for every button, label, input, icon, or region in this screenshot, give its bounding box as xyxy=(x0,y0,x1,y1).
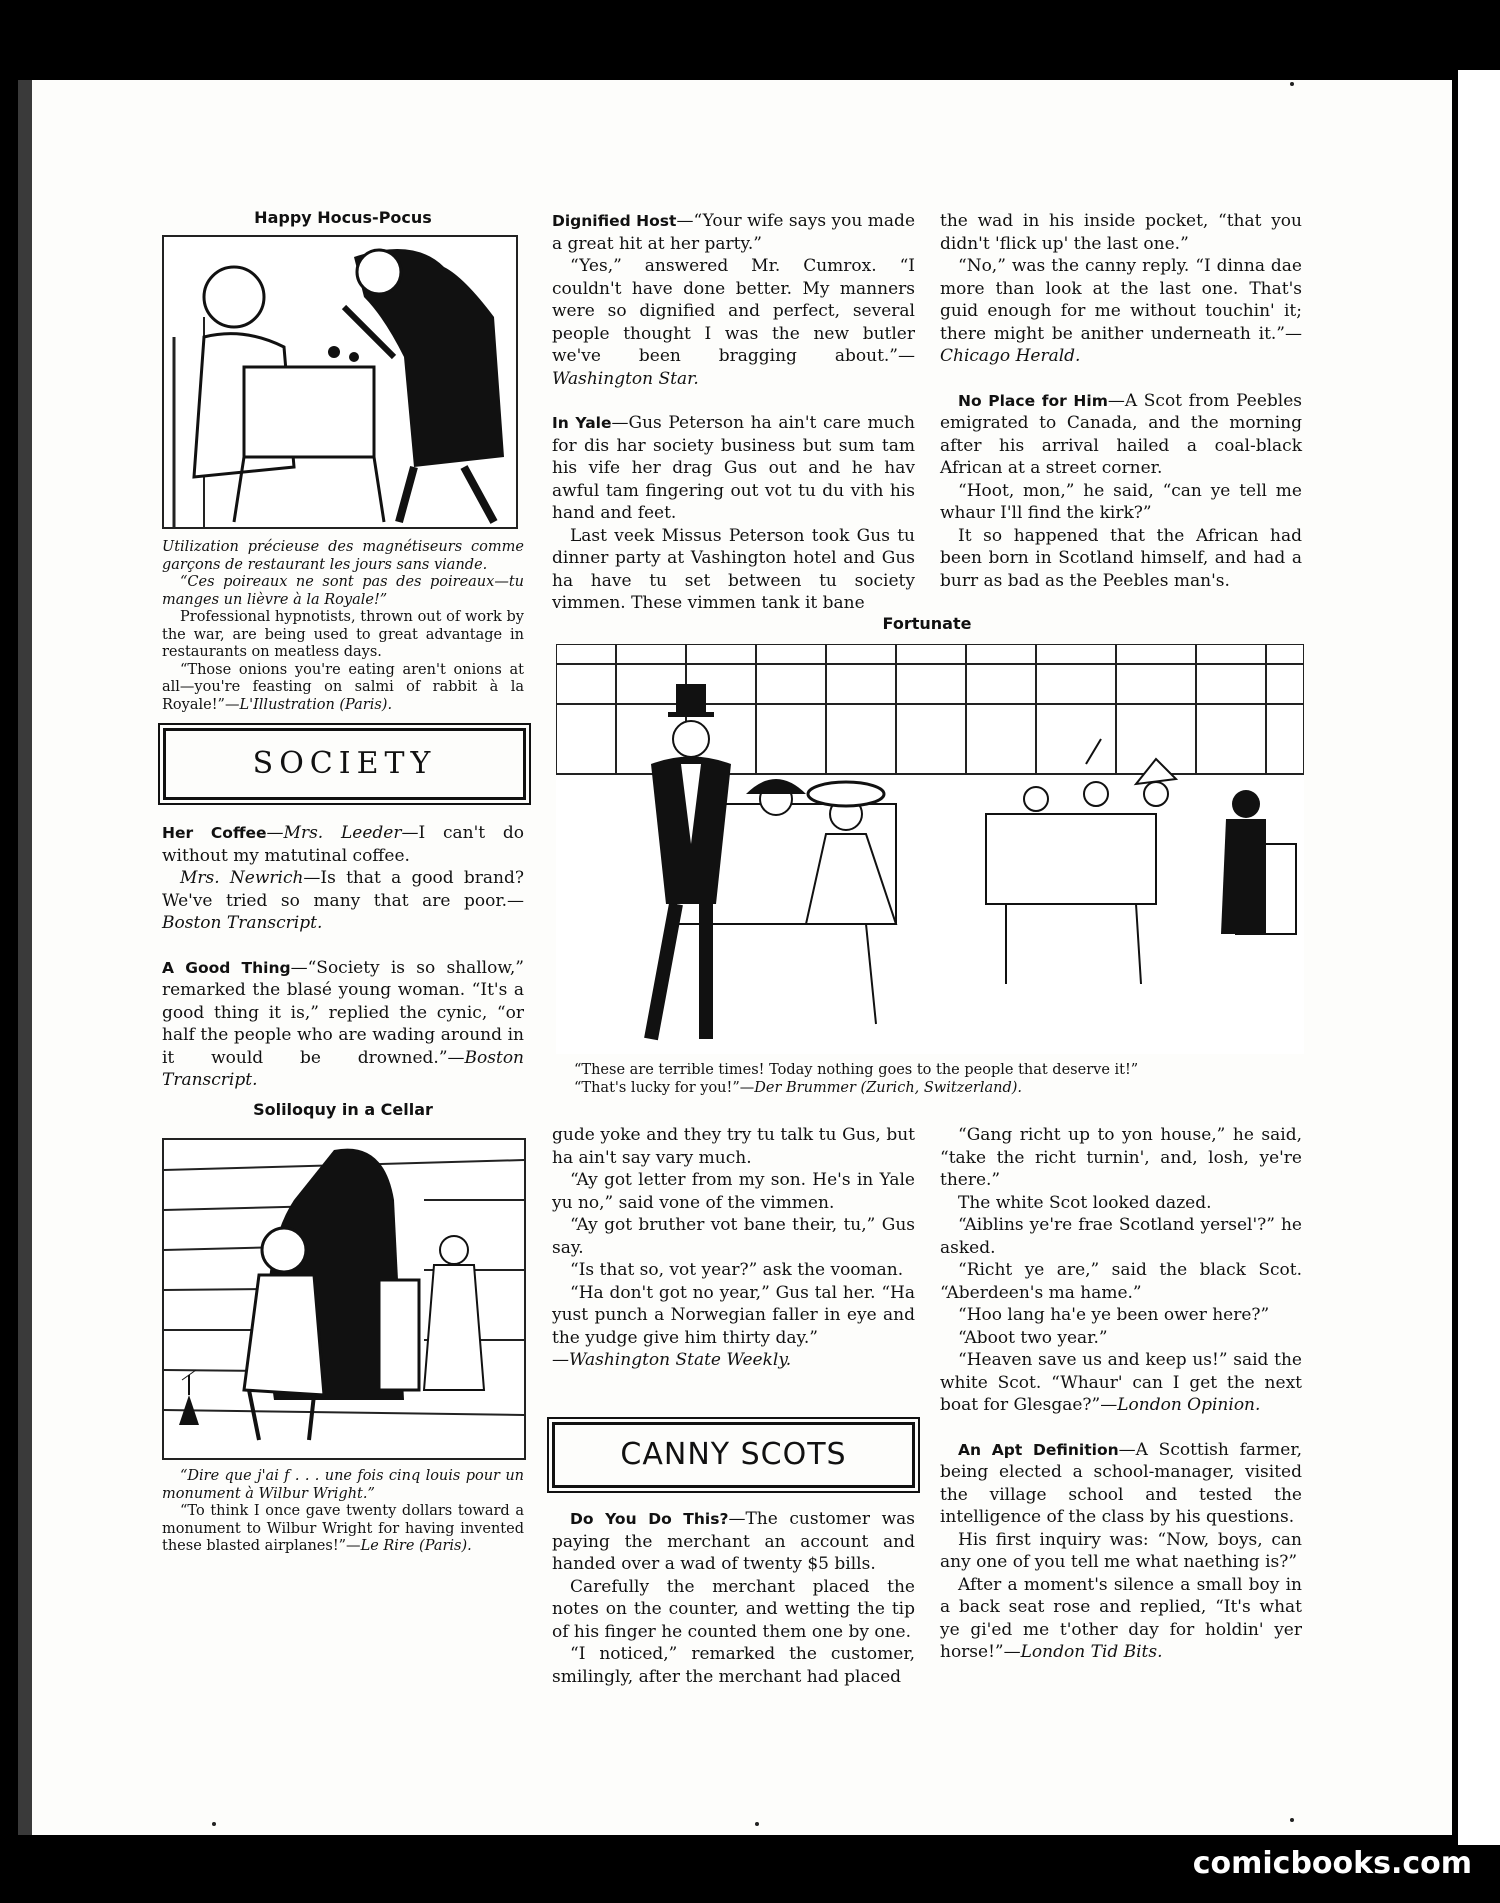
scot-cont-4: “Richt ye are,” said the black Scot. “Aberdeen's ma hame.” xyxy=(940,1260,1302,1303)
hocus-illustration xyxy=(164,237,516,527)
speck xyxy=(1290,82,1294,86)
coffee-speaker-1: —Mrs. Leeder— xyxy=(266,823,419,843)
in-yale-heading: In Yale xyxy=(552,414,612,432)
fortunate-source: Der Brummer (Zurich, Switzerland). xyxy=(754,1079,1023,1096)
coffee-speaker-2: Mrs. Newrich xyxy=(180,868,304,888)
column-2-top xyxy=(552,210,915,615)
do-you-text xyxy=(552,1508,915,1576)
cellar-caption-french: “Dire que j'ai f . . . une fois cinq louis pour un monument à Wilbur Wright.” xyxy=(162,1468,524,1502)
cellar-title: Soliloquy in a Cellar xyxy=(253,1099,433,1119)
wad-source: Chicago Herald. xyxy=(940,346,1081,366)
her-coffee-text xyxy=(162,822,524,867)
no-place-heading: No Place for Him xyxy=(958,391,1108,410)
fortunate-caption-1: “These are terrible times! Today nothing goes to the people that deserve it!” xyxy=(574,1062,1139,1078)
wad-quote: “No,” was the canny reply. “I dinna dae more than look at the last one. That's guid enough for me without touchin' it; there might be anither underneath it.”— xyxy=(940,256,1302,344)
coffee-line-2: —Is that a good brand? We've tried so many that are poor.— xyxy=(162,868,524,911)
apt-para-3 xyxy=(940,1574,1302,1664)
fortunate-title: Fortunate xyxy=(882,614,972,633)
fortunate-caption xyxy=(556,1062,1304,1097)
yale-source: —Washington State Weekly. xyxy=(552,1350,792,1370)
fortunate-reply: “That's lucky for you!”— xyxy=(574,1079,755,1096)
fortunate-caption-2 xyxy=(556,1080,1304,1098)
no-place-para-2: “Hoot, mon,” he said, “can ye tell me whaur I'll find the kirk?” xyxy=(940,480,1302,523)
fortunate-cartoon xyxy=(556,644,1304,1054)
her-coffee-reply xyxy=(162,867,524,935)
hocus-title: Happy Hocus-Pocus xyxy=(254,208,432,227)
speck xyxy=(1290,1818,1294,1822)
column-3-top xyxy=(940,210,1302,592)
her-coffee-heading: Her Coffee xyxy=(162,824,267,842)
speck xyxy=(755,1822,759,1826)
wad-para-2 xyxy=(940,255,1302,368)
cellar-caption-english xyxy=(162,1503,524,1556)
scot-cont-5: “Hoo lang ha'e ye been ower here?” xyxy=(958,1305,1270,1325)
dignified-line-1: —“Your wife says you made a great hit at her party.” xyxy=(552,211,915,254)
cellar-source: Le Rire (Paris). xyxy=(360,1538,472,1554)
good-thing-text xyxy=(162,957,524,1092)
restaurant-illustration xyxy=(556,644,1304,1054)
dignified-host-heading: Dignified Host xyxy=(552,212,677,230)
do-you-column xyxy=(552,1508,915,1688)
apt-para-1: —A Scottish farmer, being elected a school-manager, visited the village school and tested the intelligence of the class by his questions. xyxy=(940,1439,1302,1527)
hocus-source: L'Illustration (Paris). xyxy=(239,696,393,713)
column-2-bottom xyxy=(552,1124,915,1372)
apt-definition-heading: An Apt Definition xyxy=(958,1440,1119,1459)
cellar-quote: “To think I once gave twenty dollars toward a monument to Wilbur Wright for having invented these blasted airplanes!”— xyxy=(162,1503,524,1554)
apt-para-2: His first inquiry was: “Now, boys, can any one of you tell me what naething is?” xyxy=(940,1529,1302,1572)
yale-cont-1: gude yoke and they try tu talk tu Gus, but ha ain't say vary much. xyxy=(552,1125,915,1168)
speck xyxy=(212,1822,216,1826)
coffee-line-1: I can't do without my matutinal coffee. xyxy=(162,823,524,866)
yale-para-2: Last veek Missus Peterson took Gus tu dinner party at Vashington hotel and Gus ha have tu set between tu society vimmen. These vimmen tank it bane xyxy=(552,525,915,613)
canny-scots-box xyxy=(552,1422,915,1488)
scot-cont-3: “Aiblins ye're frae Scotland yersel'?” he asked. xyxy=(940,1215,1302,1258)
yale-cont-5: “Ha don't got no year,” Gus tal her. “Ha yust punch a Norwegian faller in eye and the yudge give him thirty day.” xyxy=(552,1282,915,1348)
column-1 xyxy=(162,208,524,714)
yale-cont-4: “Is that so, vot year?” ask the vooman. xyxy=(570,1260,904,1280)
wad-para-1: the wad in his inside pocket, “that you didn't 'flick up' the last one.” xyxy=(940,211,1302,254)
next-page-edge xyxy=(1452,70,1500,1845)
scot-cont-7 xyxy=(940,1349,1302,1417)
scot-cont-6: “Aboot two year.” xyxy=(958,1327,1108,1348)
dignified-line-2: “Yes,” answered Mr. Cumrox. “I couldn't have done better. My manners were so dignified and perfect, several people thought I was the new butler we've been bragging about.”— xyxy=(552,256,915,366)
watermark-text: comicbooks.com xyxy=(1192,1846,1472,1881)
society-heading: SOCIETY xyxy=(252,746,437,781)
dignified-source: Washington Star. xyxy=(552,368,699,389)
good-thing-body: —“Society is so shallow,” remarked the blasé young woman. “It's a good thing it is,” replied the cynic, “or half the people who are wading around in it would be drowned.”— xyxy=(162,957,524,1068)
yale-para-1: —Gus Peterson ha ain't care much for dis har society business but sum tam his vife her drag Gus out and he hav awful tam fingering out vot tu du vith his hand and feet. xyxy=(552,413,915,523)
hocus-quote-text: “Those onions you're eating aren't onions at all—you're feasting on salmi of rabbit à la Royale!”— xyxy=(162,661,524,713)
do-you-heading: Do You Do This? xyxy=(570,1510,729,1528)
hocus-caption xyxy=(162,539,524,714)
apt-source: London Tid Bits. xyxy=(1020,1642,1163,1662)
page-binding-edge xyxy=(18,80,32,1835)
good-thing-heading: A Good Thing xyxy=(162,958,291,977)
yale-cont-3: “Ay got bruther vot bane their, tu,” Gus say. xyxy=(552,1215,915,1258)
dignified-host-text xyxy=(552,210,915,255)
in-yale-text xyxy=(552,412,915,525)
society-column xyxy=(162,822,524,1119)
cellar-cartoon xyxy=(162,1138,526,1460)
scot-quote: “Heaven save us and keep us!” said the white Scot. “Whaur' can I get the next boat for Glesgae?”— xyxy=(940,1350,1302,1415)
hocus-caption-french: Utilization précieuse des magnétiseurs comme garçons de restaurant les jours sans viande. xyxy=(162,539,524,573)
canny-scots-heading: CANNY SCOTS xyxy=(620,1437,847,1472)
no-place-para-3: It so happened that the African had been born in Scotland himself, and had a burr as bad as the Peebles man's. xyxy=(940,525,1302,591)
column-3-bottom xyxy=(940,1124,1302,1664)
do-you-para-2: Carefully the merchant placed the notes on the counter, and wetting the tip of his finger he counted them one by one. xyxy=(552,1576,915,1642)
good-thing-source: Boston Transcript. xyxy=(162,1047,524,1090)
no-place-para-1: —A Scot from Peebles emigrated to Canada, and the morning after his arrival hailed a coal-black African at a street corner. xyxy=(940,390,1302,478)
dignified-host-reply xyxy=(552,255,915,390)
yale-cont-2: “Ay got letter from my son. He's in Yale yu no,” said vone of the vimmen. xyxy=(552,1170,915,1213)
do-you-para-1: —The customer was paying the merchant an account and handed over a wad of twenty $5 bills. xyxy=(552,1509,915,1574)
society-section-box xyxy=(163,728,526,800)
hocus-caption-english-quote xyxy=(162,662,524,715)
no-place-text xyxy=(940,390,1302,480)
scot-source: London Opinion. xyxy=(1117,1395,1261,1415)
hocus-caption-french-quote: “Ces poireaux ne sont pas des poireaux—tu manges un lièvre à la Royale!” xyxy=(162,574,524,608)
cellar-caption xyxy=(162,1468,524,1556)
apt-definition-text xyxy=(940,1439,1302,1529)
apt-quote: After a moment's silence a small boy in a back seat rose and replied, “It's what ye gi'ed me t'other day for holdin' yer horse!”— xyxy=(940,1574,1302,1662)
cellar-illustration xyxy=(164,1140,524,1458)
hocus-pocus-cartoon xyxy=(162,235,518,529)
scot-cont-2: The white Scot looked dazed. xyxy=(958,1192,1212,1213)
hocus-caption-english: Professional hypnotists, thrown out of work by the war, are being used to great advantage in restaurants on meatless days. xyxy=(162,609,524,660)
coffee-source: Boston Transcript. xyxy=(162,913,323,933)
scot-cont-1: “Gang richt up to yon house,” he said, “take the richt turnin', and, losh, ye're there.” xyxy=(940,1125,1302,1190)
do-you-para-3: “I noticed,” remarked the customer, smilingly, after the merchant had placed xyxy=(552,1644,915,1687)
